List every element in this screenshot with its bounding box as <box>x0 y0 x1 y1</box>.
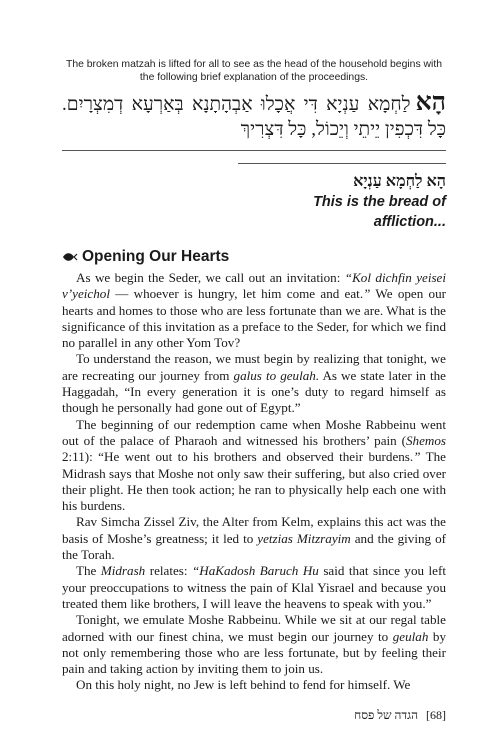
body-paragraph <box>62 677 446 693</box>
body-paragraph <box>62 417 446 515</box>
italic-segment: ” <box>363 286 371 302</box>
text-segment: To understand the reason, we must begin by realizing that tonight, we are recreating our journey from <box>62 351 446 383</box>
italic-segment: yetzias Mitzrayim <box>257 530 351 546</box>
italic-segment: geulah <box>392 628 429 644</box>
subheading-english: This is the bread of affliction... <box>313 194 446 230</box>
text-segment: On this holy night, no Jew is left behind to fend for himself. We <box>76 677 411 693</box>
text-segment: said that since you left your preoccupations to witness the pain of Klal Yisrael and because you treated them like brothers, I will leave the heavens to speak with you.” <box>62 563 446 611</box>
text-segment: The Midrash says that Moshe not only saw their suffering, but also cried over their plight. He then took action; he ran to physically help each one with his burdens. <box>62 449 446 514</box>
subheading <box>238 163 446 232</box>
hebrew-first-word: הָא <box>415 89 446 116</box>
text-segment: The <box>76 563 101 579</box>
page-content <box>62 58 446 694</box>
text-segment: relates: <box>145 563 193 579</box>
italic-segment: galus to geulah. <box>233 367 320 383</box>
text-segment: — whoever is hungry, let him come and eat. <box>109 286 364 302</box>
instruction-text: The broken matzah is lifted for all to see as the head of the household begins with the following brief explanation of the proceedings. <box>65 59 443 83</box>
text-segment: and the giving of the Torah. <box>62 530 446 563</box>
body-paragraph <box>62 351 446 416</box>
section-title: Opening Our Hearts <box>82 248 230 265</box>
subheading-hebrew: הָא לַחְמָא עַנְיָא <box>353 173 446 190</box>
italic-segment: ” <box>413 449 421 465</box>
text-segment: Rav Simcha Zissel Ziv, the Alter from Kelm, explains this act was the basis of Moshe’s greatness; it led to <box>62 514 446 546</box>
text-segment: The beginning of our redemption came when Moshe Rabbeinu went out of the palace of Pharaoh and witnessed his brothers’ pain ( <box>62 416 446 448</box>
italic-segment: “Kol dichfin yeisei v’yeichol <box>62 270 446 302</box>
text-segment: We open our hearts and homes to those who are less fortunate than we are. What is the significance of this invitation as a preface to the Seder, for which we find no parallel in any other Yom Tov? <box>62 286 446 351</box>
italic-segment: Shemos <box>405 432 446 448</box>
body-paragraph <box>62 514 446 563</box>
body-paragraph <box>62 270 446 351</box>
text-segment: As we state later in the Haggadah, “In every generation it is one’s duty to regard himself as though he personally had gone out of Egypt.” <box>62 367 446 416</box>
footer-title: הגדה של פסח <box>354 708 418 722</box>
page-number: [68] <box>426 708 446 722</box>
italic-segment: “HaKadosh Baruch Hu <box>192 563 319 579</box>
section-heading <box>62 248 446 266</box>
text-segment: As we begin the Seder, we call out an invitation: <box>76 270 345 285</box>
text-segment: Tonight, we emulate Moshe Rabbeinu. While we sit at our regal table adorned with our finest china, we must begin our journey to <box>62 612 446 644</box>
body-text <box>62 270 446 694</box>
text-segment: 2:11): “He went out to his brothers and observed their burdens. <box>62 449 414 465</box>
italic-segment: Midrash <box>100 563 146 579</box>
text-segment: by not only remembering those who are less fortunate, but by feeling their pain and taking action by inviting them to join us. <box>62 628 446 677</box>
leaf-ornament-icon <box>62 251 78 263</box>
page-footer <box>62 708 446 723</box>
body-paragraph <box>62 612 446 677</box>
hebrew-text: לַחְמָא עַנְיָא דִּי אֲכָלוּ אַבְהָתָנָא בְּאַרְעָא דְמִצְרָיִם. כָּל דִּכְפִין יֵיתֵי וְיֵכוֹל, כָּל דִּצְרִיךְ <box>62 94 446 140</box>
hebrew-passage <box>62 90 446 151</box>
body-paragraph <box>62 563 446 612</box>
